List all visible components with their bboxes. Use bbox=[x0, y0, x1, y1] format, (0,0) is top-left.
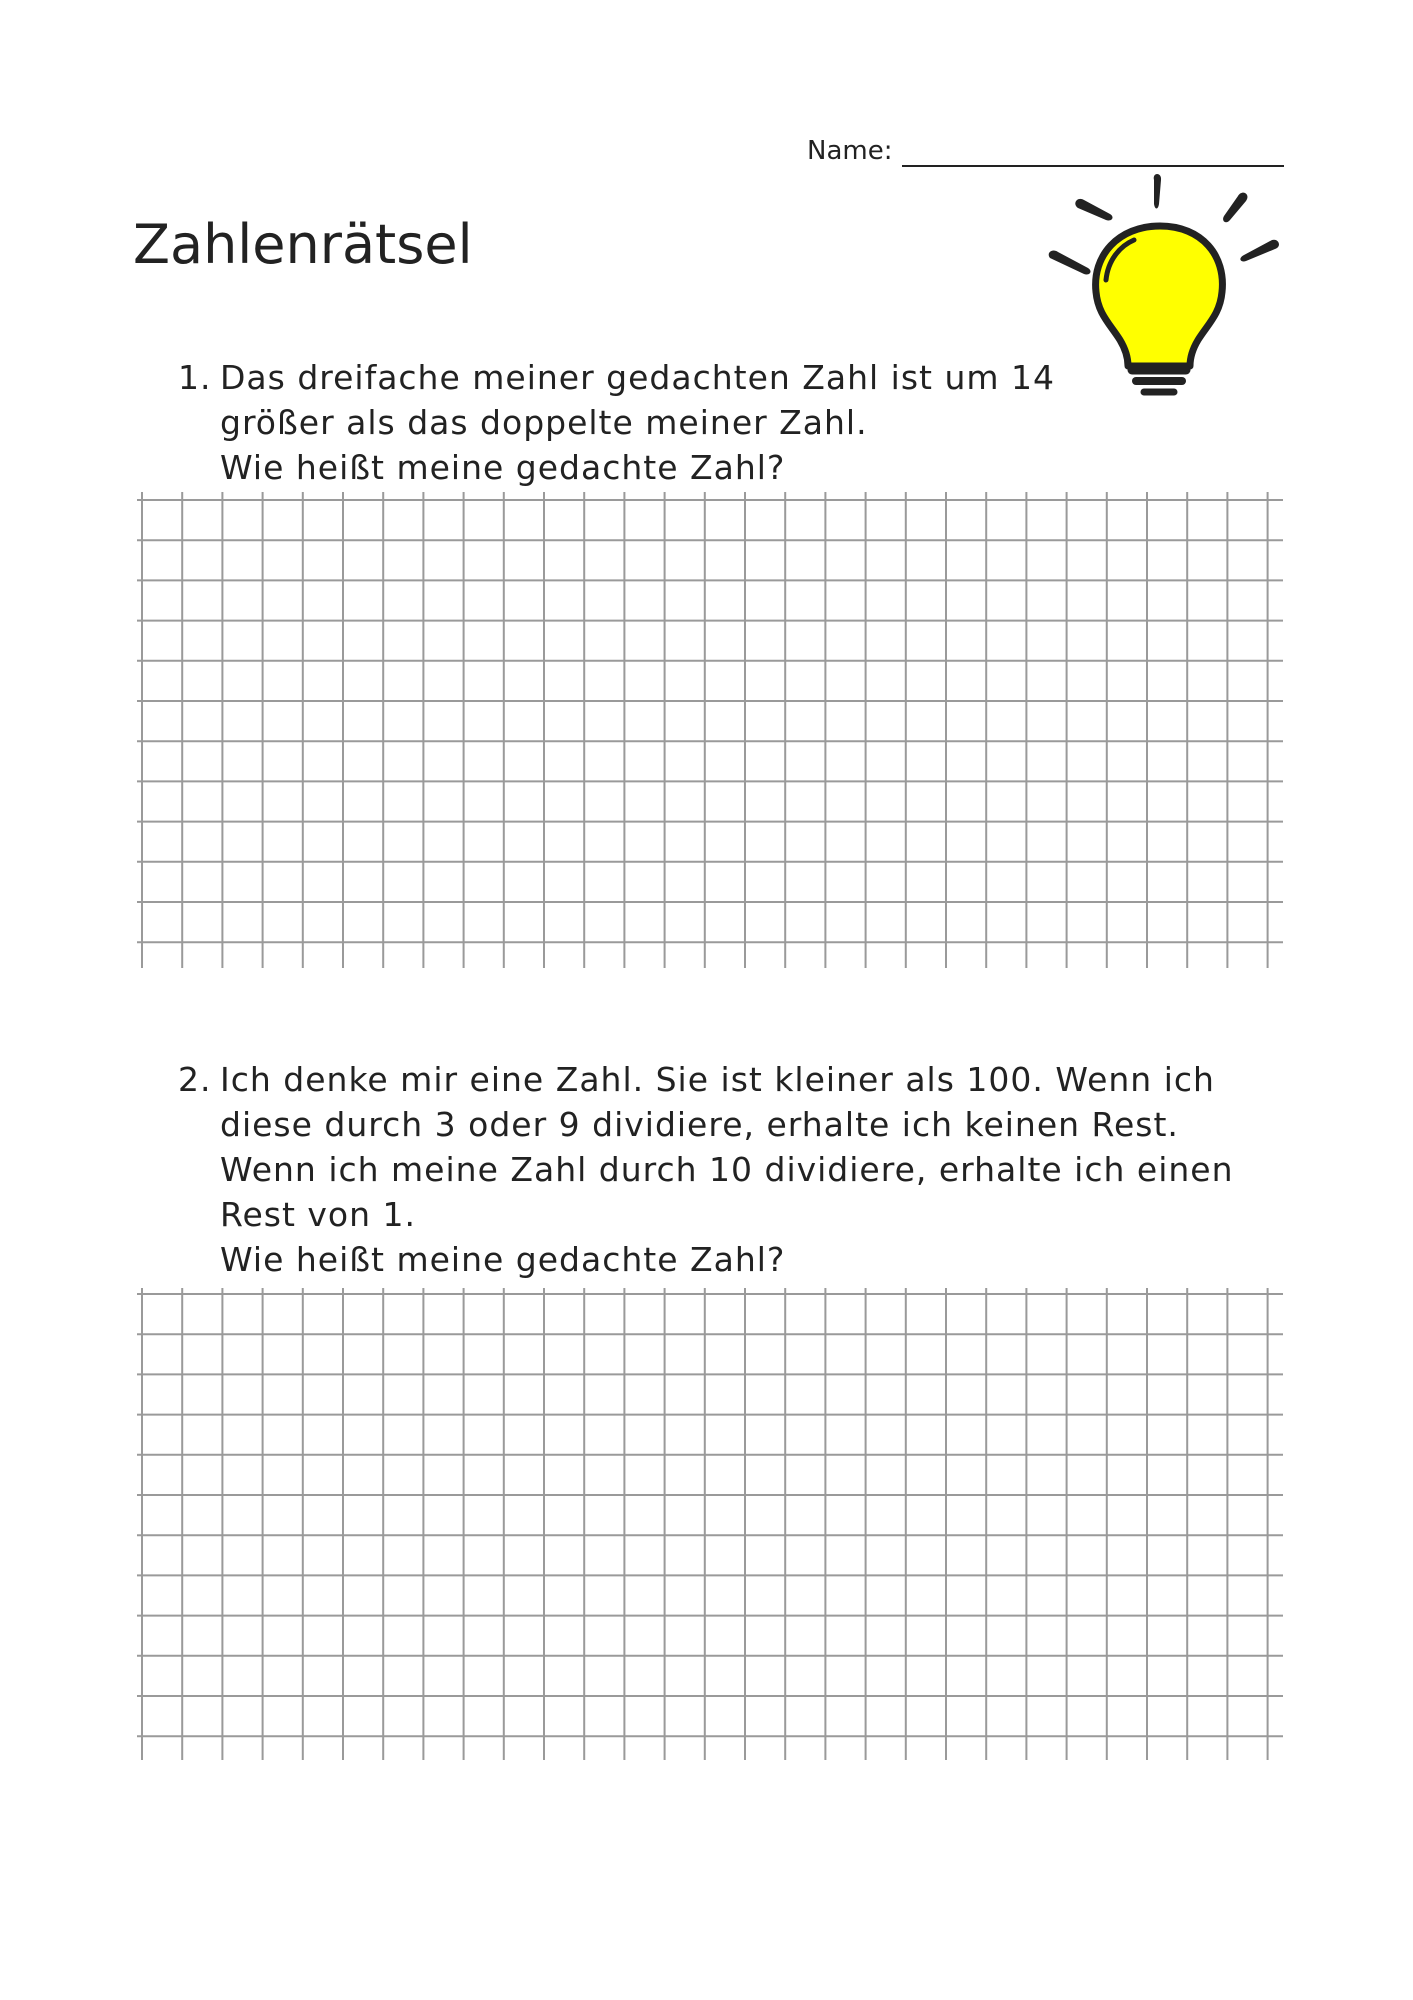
task-line: größer als das doppelte meiner Zahl. bbox=[220, 403, 868, 442]
task-number: 2. bbox=[178, 1060, 212, 1099]
task-line: Wenn ich meine Zahl durch 10 dividiere, erhalte ich einen bbox=[220, 1150, 1234, 1189]
page-title: Zahlenrätsel bbox=[133, 213, 473, 276]
task-text bbox=[220, 1057, 1234, 1282]
name-input-line[interactable] bbox=[902, 165, 1284, 167]
light-bulb-icon bbox=[1048, 168, 1288, 398]
task-line: Wie heißt meine gedachte Zahl? bbox=[220, 448, 786, 487]
task-text bbox=[220, 355, 1055, 490]
answer-grid-2[interactable] bbox=[137, 1288, 1283, 1760]
task-number: 1. bbox=[178, 358, 212, 397]
name-label: Name: bbox=[807, 136, 893, 166]
task-line: Wie heißt meine gedachte Zahl? bbox=[220, 1240, 786, 1279]
task-line: Rest von 1. bbox=[220, 1195, 416, 1234]
task-line: diese durch 3 oder 9 dividiere, erhalte ich keinen Rest. bbox=[220, 1105, 1179, 1144]
answer-grid-1[interactable] bbox=[137, 492, 1283, 968]
task-line: Ich denke mir eine Zahl. Sie ist kleiner als 100. Wenn ich bbox=[220, 1060, 1215, 1099]
task-line: Das dreifache meiner gedachten Zahl ist um 14 bbox=[220, 358, 1056, 397]
